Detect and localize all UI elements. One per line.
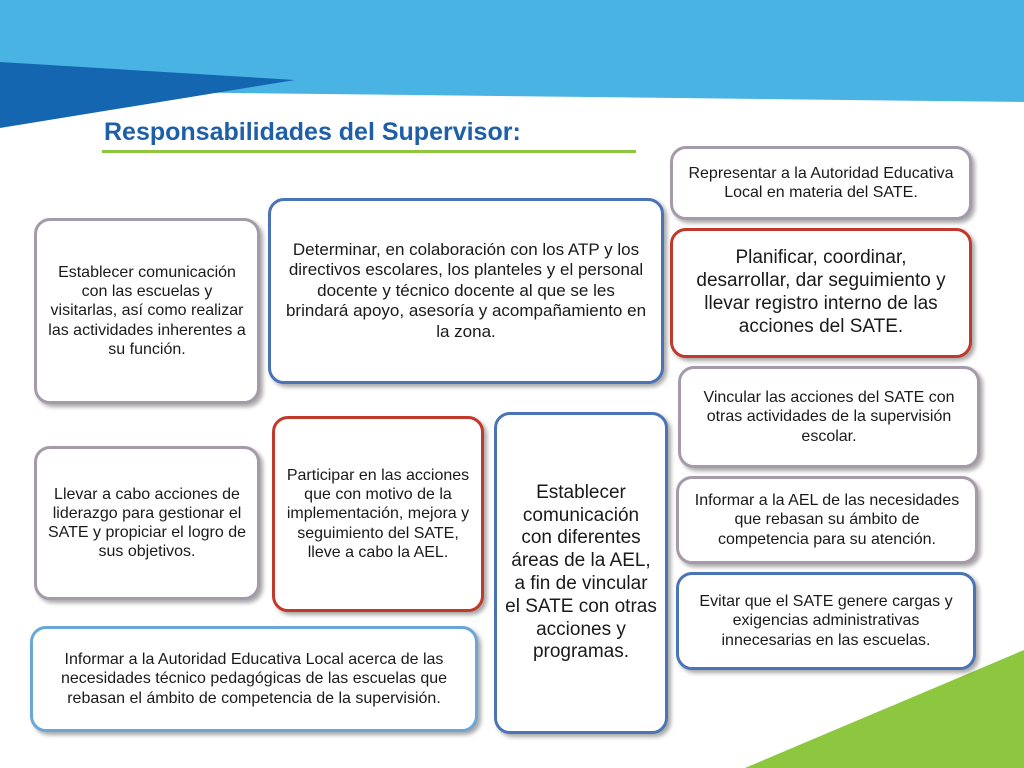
box-informar-autoridad-necesidades (30, 626, 478, 732)
box-text: Vincular las acciones del SATE con otras actividades de la supervisión escolar. (703, 389, 955, 445)
box-text: Planificar, coordinar, desarrollar, dar seguimiento y llevar registro interno de las acciones del SATE. (696, 247, 946, 337)
box-participar-acciones (272, 416, 484, 612)
box-llevar-acciones-liderazgo (34, 446, 260, 600)
box-text: Establecer comunicación con las escuelas y visitarlas, así como realizar las actividades inherentes a su función. (48, 264, 246, 358)
title-underline (102, 150, 636, 153)
box-representar-autoridad (670, 146, 972, 220)
box-establecer-comunicacion-ael (494, 412, 668, 734)
box-text: Llevar a cabo acciones de liderazgo para gestionar el SATE y propiciar el logro de sus objetivos. (47, 485, 246, 561)
page-title: Responsabilidades del Supervisor: (104, 118, 521, 146)
box-vincular-acciones (678, 366, 980, 468)
box-evitar-cargas (676, 572, 976, 670)
box-text: Informar a la AEL de las necesidades que rebasan su ámbito de competencia para su atención. (694, 492, 960, 548)
box-text: Informar a la Autoridad Educativa Local acerca de las necesidades técnico pedagógicas de las escuelas que rebasan el ámbito de competencia de la supervisión. (60, 651, 448, 707)
box-determinar-colaboracion (268, 198, 664, 384)
box-text: Determinar, en colaboración con los ATP y los directivos escolares, los planteles y el personal docente y técnico docente al que se les brindará apoyo, asesoría y acompañamiento en la zona. (285, 240, 647, 341)
box-planificar-coordinar (670, 228, 972, 358)
box-text: Establecer comunicación con diferentes áreas de la AEL, a fin de vincular el SATE con otras acciones y programas. (505, 481, 657, 663)
box-text: Evitar que el SATE genere cargas y exigencias administrativas innecesarias en las escuelas. (699, 593, 953, 649)
box-informar-ael (676, 476, 978, 564)
box-establecer-comunicacion-escuelas (34, 218, 260, 404)
box-text: Representar a la Autoridad Educativa Local en materia del SATE. (688, 164, 954, 201)
box-text: Participar en las acciones que con motivo de la implementación, mejora y seguimiento del SATE, lleve a cabo la AEL. (286, 467, 470, 561)
